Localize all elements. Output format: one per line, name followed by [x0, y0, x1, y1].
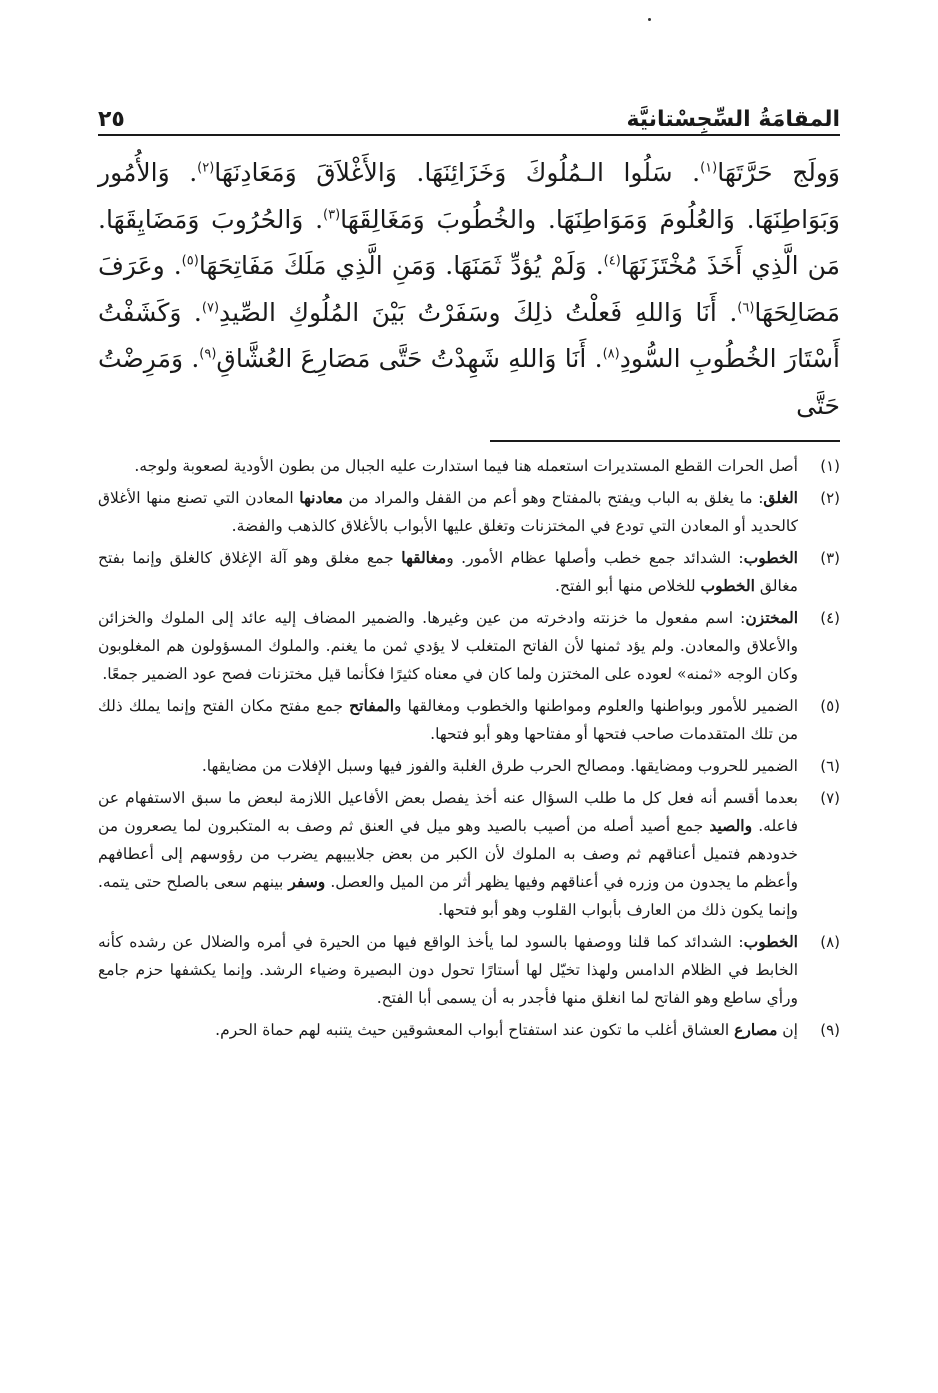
footnotes	[98, 452, 840, 1048]
footnote	[98, 452, 840, 480]
footnote	[98, 484, 840, 540]
main-text-run: وَولَج حَرَّتَهَا	[717, 158, 840, 187]
main-text-run: . وعَرَفَ مَصَالِحَهَا	[98, 251, 840, 327]
footnote-run: جمع أصيد أصله من أصيب بالصيد وهو ميل في العنق ثم وصف به المتكبرون لما يصعرون من خدودهم فتميل أعناقهم ثم وصف به الملوك لأن الكبر من بعض جلابيبهم يضرب من رؤوسهم إلى أعطافهم وأعظم ما يجدون من وزره في أعناقهم وفيها يظهر أثر من الميل والعصل.	[98, 817, 798, 891]
footnote-text	[98, 604, 798, 688]
footnote-number: (٩)	[820, 1021, 840, 1039]
footnote-number: (٥)	[820, 697, 840, 715]
header-rule	[98, 134, 840, 136]
main-text-run: . وَالأُمُور وَبَوَاطِنَهَا. وَالعُلُومَ وَمَوَاطِنَهَا. والخُطُوبَ وَمَغَالِقَهَا	[98, 158, 840, 234]
footnote	[98, 692, 840, 748]
page-header	[98, 96, 840, 132]
footnote-run: المعادن التي تصنع منها الأغلاق كالحديد أو المعادن التي تودع في المختزنات وتغلق عليها الأبواب بالأغلاق كالذهب والفضة.	[98, 489, 798, 535]
footnote-text	[98, 928, 798, 1012]
footnote-run: الضمير للأمور وبواطنها والعلوم ومواطنها والخطوب ومغالقها و	[394, 697, 798, 715]
footnote-text	[98, 484, 798, 540]
footnote-number: (١)	[820, 457, 840, 475]
footnote-run: بعدما أقسم أنه فعل كل ما طلب السؤال عنه أخذ يفصل بعض الأفاعيل اللازمة لبعض ما سبق الاستفهام عن فاعله.	[98, 789, 798, 835]
footnote-run: إن	[777, 1021, 798, 1039]
main-text	[98, 150, 840, 429]
footnote-text	[98, 1016, 798, 1044]
main-text-run: . وَمَرِضْتُ حَتَّى	[98, 344, 840, 420]
footnote	[98, 784, 840, 924]
footnote-run: : ما يغلق به الباب ويفتح بالمفتاح وهو أعم من القفل والمراد من	[342, 489, 764, 507]
footnote-text	[98, 752, 798, 780]
footnote-text	[98, 784, 798, 924]
footnote-run: جمع مفتح مكان الفتح وإنما يملك ذلك من تلك المتقدمات صاحب فتحها أو مفتاحها وهو أبو فتحها.	[98, 697, 798, 743]
footnote-text	[98, 452, 798, 480]
footnote-run: الضمير للحروب ومضايقها. ومصالح الحرب طرق الغلبة والفوز فيها وسبل الإفلات من مضايقها.	[201, 757, 798, 775]
footnote-run: العشاق أغلب ما تكون عند استفتاح أبواب المعشوقين حيث يتنبه لهم حماة الحرم.	[215, 1021, 735, 1039]
footnote	[98, 752, 840, 780]
footnote-marker[interactable]: (٩)	[199, 346, 217, 362]
footnote	[98, 544, 840, 600]
footnote-marker[interactable]: (٥)	[181, 253, 199, 269]
footnote	[98, 1016, 840, 1044]
footnote-marker[interactable]: (٨)	[602, 346, 620, 362]
footnote-run: : اسم مفعول ما خزنته وادخرته من عين وغيرها. والضمير المضاف إليه عائد إلى الملوك والخزائن والأعلاق والمعادن. ولم يؤد ثمنها لأن الفاتح المتغلب لا يؤدي ثمن ما يغنم. والملوك المسؤولون هم المغلوبون وكان الوجه «ثمنه» لعوده على المختزن ولما كان في معناه كثيرًا فكأنما قيل مختزنات فصح عود الضمير جمعًا.	[98, 609, 798, 683]
main-text-run: . وَكَشَفْتُ أَسْتَارَ الخُطُوبِ السُّودِ	[98, 297, 840, 373]
footnote-run: : الشدائد كما قلنا ووصفها بالسود لما يأخذ الواقع فيها من الحيرة في أمره والضلال عن رشده كأنه الخابط في الظلام الدامس ولهذا تخيّل لها أستارًا تحول دون البصيرة وضياء الرشد. وإنما يكشفها حزم جامع ورأي ساطع وهو الفاتح لما انغلق منها فأجدر به أن يسمى أبا الفتح.	[98, 933, 798, 1007]
footnote-number: (٢)	[820, 489, 840, 507]
footnote-number: (٨)	[820, 933, 840, 951]
footnote-marker[interactable]: (٧)	[201, 300, 220, 316]
scan-speck	[648, 18, 651, 21]
footnote-marker[interactable]: (٦)	[737, 300, 755, 316]
footnote-keyword: مصارع	[734, 1020, 778, 1039]
footnote-marker[interactable]: (٢)	[197, 160, 215, 176]
footnote-keyword: الخطوب	[743, 932, 798, 951]
page-number: ٢٥	[98, 107, 125, 132]
footnote-keyword: والصيد	[709, 816, 753, 835]
footnote-run: للخلاص منها أبو الفتح.	[555, 577, 701, 595]
footnote-keyword: الخطوب	[743, 548, 798, 567]
footnote-run: أصل الحرات القطع المستديرات استعمله هنا فيما استدارت عليه الجبال من بطون الأودية لصعوبة ولوجه.	[134, 457, 798, 475]
footnote-text	[98, 544, 798, 600]
main-text-run: . وَلَمْ يُؤدِّ ثَمَنَهَا. وَمَنِ الَّذِي مَلَكَ مَفَاتِحَهَا	[198, 251, 604, 280]
footnote-keyword: المفاتح	[349, 696, 395, 715]
footnote-number: (٦)	[820, 757, 840, 775]
footnote-marker[interactable]: (٤)	[603, 253, 621, 269]
footnote-keyword: مغالقها	[401, 548, 447, 567]
running-title: المقامَةُ السِّجِسْتانيَّة	[626, 107, 840, 132]
footnote	[98, 928, 840, 1012]
main-text-run: . سَلُوا الـمُلُوكَ وَخَزَائِنَهَا. وَالأَغْلاَقَ وَمَعَادِنَهَا	[214, 158, 701, 187]
footnote-number: (٤)	[820, 609, 840, 627]
footnote-separator	[490, 440, 840, 442]
footnote-keyword: معادنها	[299, 488, 343, 507]
footnote-run: : الشدائد جمع خطب وأصلها عظام الأمور. و	[446, 549, 744, 567]
footnote-keyword: وسفر	[288, 872, 326, 891]
footnote-keyword: الغلق	[763, 488, 798, 507]
footnote-number: (٣)	[820, 549, 840, 567]
main-text-run: . وَالحُرُوبَ وَمَضَايِقَهَا. مَن الَّذِي أَخَذَ مُخْتَزَنَهَا	[98, 204, 840, 280]
footnote-run: بينهم سعى بالصلح حتى يتمه. وإنما يكون ذلك من العارف بأبواب القلوب وهو أبو فتحها.	[98, 873, 798, 919]
footnote-marker[interactable]: (١)	[700, 160, 718, 176]
footnote-marker[interactable]: (٣)	[323, 207, 341, 223]
footnote-number: (٧)	[820, 789, 840, 807]
main-text-run: . أَنَا وَاللهِ فَعلْتُ ذلِكَ وسَفَرْتُ بَيْنَ المُلُوكِ الصِّيدِ	[219, 297, 738, 327]
footnote-keyword: الخطوب	[700, 576, 755, 595]
footnote	[98, 604, 840, 688]
footnote-run: جمع مغلق وهو آلة الإغلاق كالغلق وإنما بفتح مغالق	[98, 549, 798, 595]
main-text-run: . أَنَا وَاللهِ شَهِدْتُ حَتَّى مَصَارِعَ العُشَّاقِ	[216, 344, 603, 373]
footnote-keyword: المختزن	[745, 608, 798, 627]
footnote-text	[98, 692, 798, 748]
